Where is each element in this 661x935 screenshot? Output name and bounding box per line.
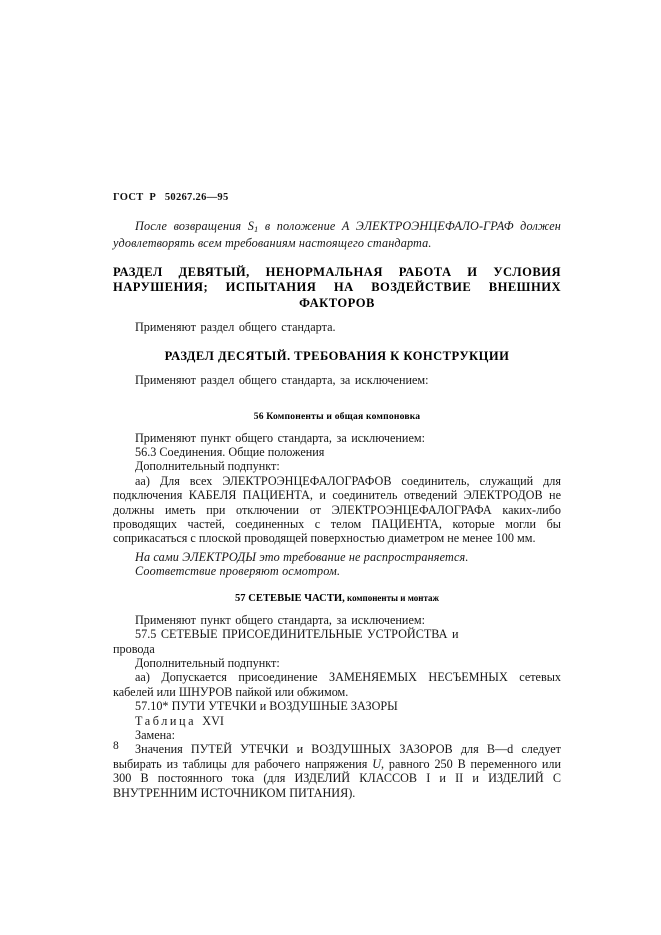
subsection-57-heading-small: компоненты и монтаж (344, 592, 439, 603)
clause-aa-paragraph-1: aa) Для всех ЭЛЕКТРОЭНЦЕФАЛОГРАФОВ соединитель, служащий для подключения КАБЕЛЯ ПАЦИЕНТА, и соединитель отведений ЭЛЕКТРОДОВ не должны иметь при отключении от ЭЛЕКТРОЭНЦЕФАЛОГРАФА каких-либо проводящих частей, соединенных с телом ПАЦИЕНТА, которые могли бы соприкасаться с плоской проводящей поверхностью диаметром не менее 100 мм. (113, 473, 561, 546)
spacer (113, 579, 561, 593)
replacement-text-part2: , равного 250 В переменного или 300 В постоянного тока (для ИЗДЕЛИЙ КЛАССОВ I и II и ИЗДЕЛИЙ С ВНУТРЕННИМ ИСТОЧНИКОМ ПИТАНИЯ). (113, 756, 561, 800)
apply-clause-except-paragraph-2: Применяют пункт общего стандарта, за исключением: (135, 612, 425, 627)
spacer (113, 604, 561, 613)
section-nine-heading-line3: ФАКТОРОВ (299, 295, 375, 310)
clause-aa-paragraph-2: aa) Допускается присоединение ЗАМЕНЯЕМЫХ НЕСЪЕМНЫХ сетевых кабелей или ШНУРОВ пайкой или обжимом. (113, 670, 561, 699)
intro-paragraph-lead: После возвращения S (135, 219, 254, 233)
italic-note-line-2: Соответствие проверяют осмотром. (135, 564, 341, 579)
clause-57-10-paragraph: 57.10* ПУТИ УТЕЧКИ и ВОЗДУШНЫЕ ЗАЗОРЫ (135, 699, 398, 714)
apply-general-section-paragraph: Применяют раздел общего стандарта. (135, 320, 336, 335)
spacer (113, 335, 561, 349)
table-label-prefix: Таблица (135, 713, 197, 728)
section-nine-heading (113, 265, 561, 312)
additional-subclause-paragraph-2: Дополнительный подпункт: (135, 655, 280, 670)
spacer (113, 251, 561, 265)
page-content (113, 192, 561, 800)
standard-number-header: ГОСТ Р 50267.26—95 (113, 192, 229, 203)
italic-note-line-1: На сами ЭЛЕКТРОДЫ это требование не распространяется. (135, 549, 469, 564)
section-nine-heading-line1: РАЗДЕЛ ДЕВЯТЫЙ, НЕНОРМАЛЬНАЯ РАБОТА И УСЛОВИЯ (113, 264, 561, 279)
page-number: 8 (113, 740, 119, 752)
subsection-56-heading: 56 Компоненты и общая компоновка (253, 410, 421, 422)
spacer (113, 311, 561, 320)
replacement-text-paragraph (113, 742, 561, 800)
section-nine-heading-line2: НАРУШЕНИЯ; ИСПЫТАНИЯ НА ВОЗДЕЙСТВИЕ ВНЕШНИХ (113, 280, 561, 295)
intro-paragraph-rest: в положение A ЭЛЕКТРОЭНЦЕФАЛО-ГРАФ должен удовлетворять всем требованиям настоящего стандарта. (113, 219, 561, 251)
spacer (113, 364, 561, 373)
intro-paragraph-subscript: 1 (253, 224, 259, 234)
additional-subclause-paragraph-1: Дополнительный подпункт: (135, 459, 280, 474)
clause-57-5-paragraph: 57.5 СЕТЕВЫЕ ПРИСОЕДИНИТЕЛЬНЫЕ УСТРОЙСТВА и (135, 627, 459, 642)
spacer (113, 388, 561, 407)
replacement-label: Замена: (135, 727, 175, 742)
subsection-57-heading (113, 593, 561, 604)
spacer (113, 422, 561, 431)
clause-56-3-paragraph: 56.3 Соединения. Общие положения (135, 445, 325, 460)
voltage-variable: U (372, 756, 382, 771)
apply-general-section-except-paragraph: Применяют раздел общего стандарта, за исключением: (135, 373, 429, 388)
section-ten-heading: РАЗДЕЛ ДЕСЯТЫЙ. ТРЕБОВАНИЯ К КОНСТРУКЦИИ (164, 348, 510, 363)
intro-paragraph (113, 219, 561, 251)
clause-57-5-continuation: провода (113, 641, 155, 656)
table-label (113, 714, 561, 728)
subsection-57-heading-caps: 57 СЕТЕВЫЕ ЧАСТИ, (235, 592, 345, 604)
table-label-number: XVI (202, 713, 224, 728)
replacement-text-part1: Значения ПУТЕЙ УТЕЧКИ и ВОЗДУШНЫХ ЗАЗОРОВ для B—d следует выбирать из таблицы для рабочего напряжения (113, 742, 561, 771)
apply-clause-except-paragraph-1: Применяют пункт общего стандарта, за исключением: (135, 430, 425, 445)
